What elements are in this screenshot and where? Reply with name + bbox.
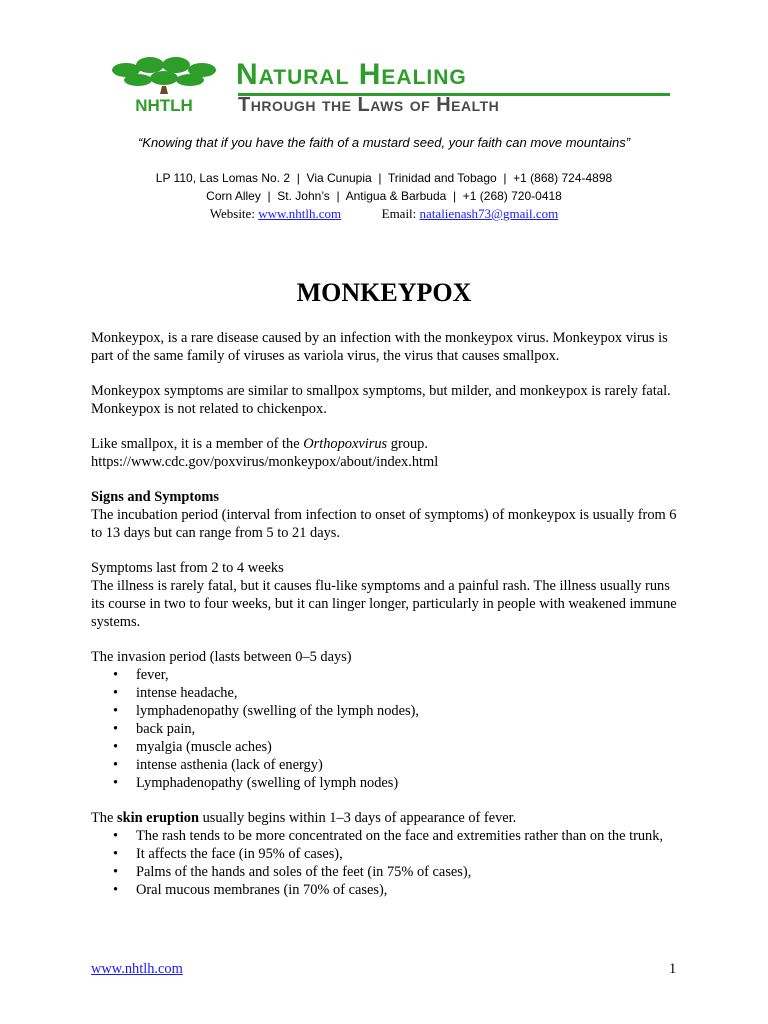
cdc-url: https://www.cdc.gov/poxvirus/monkeypox/about/index.html bbox=[91, 454, 439, 470]
document-body bbox=[91, 329, 681, 916]
symptoms-comparison-paragraph: Monkeypox symptoms are similar to smallpox symptoms, but milder, and monkeypox is rarely fatal. Monkeypox is not related to chickenpox. bbox=[91, 383, 671, 417]
address-antigua: Corn Alley | St. John’s | Antigua & Barbuda | +1 (268) 720-0418 bbox=[206, 189, 562, 203]
list-item: • intense headache, bbox=[91, 684, 681, 702]
list-item: • lymphadenopathy (swelling of the lymph nodes), bbox=[91, 702, 681, 720]
address-trinidad: LP 110, Las Lomas No. 2 | Via Cunupia | Trinidad and Tobago | +1 (868) 724-4898 bbox=[155, 171, 613, 185]
brand-title: Natural Healing bbox=[236, 58, 467, 91]
list-item: • fever, bbox=[91, 666, 681, 684]
brand-subtitle: Through the Laws of Health bbox=[238, 94, 500, 116]
incubation-paragraph: The incubation period (interval from infection to onset of symptoms) of monkeypox is usually from 6 to 13 days but can range from 5 to 21 days. bbox=[91, 507, 677, 541]
list-item: • back pain, bbox=[91, 720, 681, 738]
eruption-list bbox=[91, 827, 681, 899]
svg-text:NHTLH: NHTLH bbox=[135, 96, 193, 115]
illness-paragraph: The illness is rarely fatal, but it causes flu-like symptoms and a painful rash. The illness usually runs its course in two to four weeks, but it can linger longer, particularly in people with weakened immune systems. bbox=[91, 578, 677, 630]
signs-heading: Signs and Symptoms bbox=[91, 489, 219, 505]
footer-website-link[interactable]: www.nhtlh.com bbox=[91, 961, 183, 977]
list-item: • Lymphadenopathy (swelling of lymph nodes) bbox=[91, 774, 681, 792]
tree-logo-icon bbox=[104, 56, 224, 116]
page-number: 1 bbox=[669, 961, 677, 977]
invasion-intro: The invasion period (lasts between 0–5 days) bbox=[91, 649, 352, 665]
intro-paragraph: Monkeypox, is a rare disease caused by an infection with the monkeypox virus. Monkeypox virus is part of the same family of viruses as variola virus, the virus that causes smallpox. bbox=[91, 330, 668, 364]
orthopoxvirus-paragraph: Like smallpox, it is a member of the Orthopoxvirus group. bbox=[91, 436, 428, 452]
eruption-intro: The skin eruption usually begins within 1–3 days of appearance of fever. bbox=[91, 810, 517, 826]
website-label: Website: bbox=[209, 206, 255, 221]
list-item: • It affects the face (in 95% of cases), bbox=[91, 845, 681, 863]
contact-line bbox=[0, 205, 768, 223]
email-link[interactable]: natalienash73@gmail.com bbox=[419, 206, 559, 221]
header-quote: “Knowing that if you have the faith of a mustard seed, your faith can move mountains” bbox=[137, 135, 631, 150]
nhtlh-logo bbox=[104, 56, 224, 116]
list-item: • The rash tends to be more concentrated on the face and extremities rather than on the trunk, bbox=[91, 827, 681, 845]
list-item: • Oral mucous membranes (in 70% of cases), bbox=[91, 881, 681, 899]
invasion-list bbox=[91, 666, 681, 792]
symptoms-duration: Symptoms last from 2 to 4 weeks bbox=[91, 560, 284, 576]
list-item: • Palms of the hands and soles of the feet (in 75% of cases), bbox=[91, 863, 681, 881]
list-item: • intense asthenia (lack of energy) bbox=[91, 756, 681, 774]
website-link[interactable]: www.nhtlh.com bbox=[258, 206, 342, 221]
page-title: MONKEYPOX bbox=[296, 278, 472, 307]
email-label: Email: bbox=[381, 206, 417, 221]
list-item: • myalgia (muscle aches) bbox=[91, 738, 681, 756]
